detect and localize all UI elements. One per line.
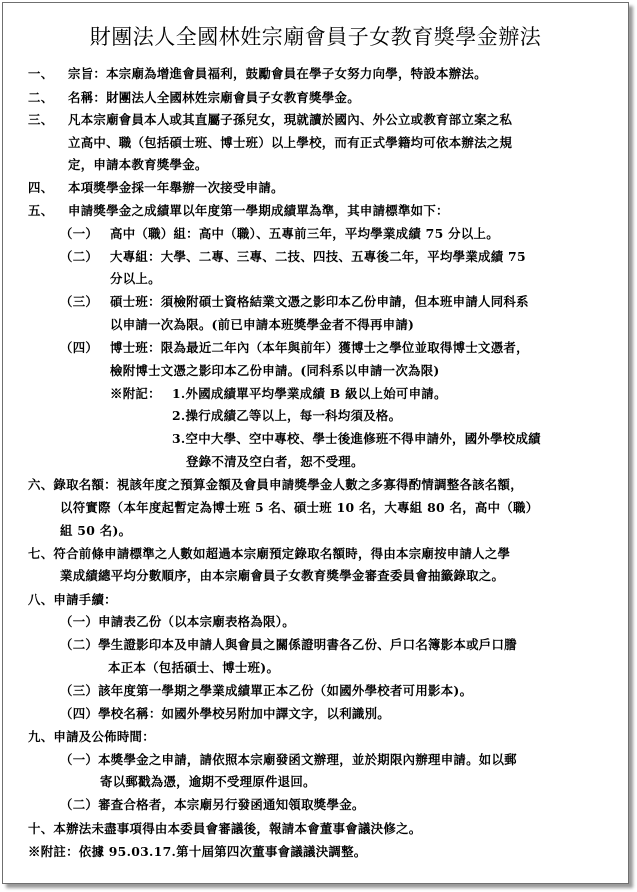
clause-text: ※附註：依據 95.03.17.第十屆第四次董事會議議決調整。 — [28, 844, 367, 859]
clause-text: （一）本獎學金之申請，請依照本宗廟發函文辦理，並於期限內辦理申請。如以郵 — [60, 752, 517, 767]
clause-text: 本項獎學金採一年舉辦一次接受申請。 — [68, 180, 284, 195]
clause-number: （四） — [60, 340, 99, 355]
clause-text: 分以上。 — [110, 271, 161, 286]
clause-number: 二、 — [28, 90, 54, 105]
clause-text: 高中（職）組：高中（職）、五專前三年，平均學業成績 75 分以上。 — [110, 226, 499, 241]
clause-number: 五、 — [28, 203, 54, 218]
clause-text: （四）學校名稱：如國外學校另附加中譯文字，以利識別。 — [60, 706, 390, 721]
clause-text: （二）審查合格者，本宗廟另行發函通知領取獎學金。 — [60, 797, 365, 812]
clause-text: 八、申請手續： — [28, 592, 117, 607]
clause-text: 2.操行成績乙等以上，每一科均須及格。 — [172, 408, 402, 423]
clause-text: 1.外國成績單平均學業成績 B 級以上始可申請。 — [172, 386, 447, 401]
clause-text: （三）該年度第一學期之學業成績單正本乙份（如國外學校者可用影本)。 — [60, 683, 473, 698]
clause-number: （三） — [60, 294, 99, 309]
clause-text: 名稱：財團法人全國林姓宗廟會員子女教育獎學金。 — [68, 90, 360, 105]
clause-text: （二）學生證影印本及申請人與會員之關係證明書各乙份、戶口名簿影本或戶口謄 — [60, 637, 517, 652]
clause-number: ※附記： — [110, 386, 161, 401]
clause-text: 以申請一次為限。(前已申請本班獎學金者不得再申請) — [110, 317, 415, 332]
clause-text: 3.空中大學、空中專校、學士後進修班不得申請外，國外學校成績 — [172, 431, 541, 446]
document-title: 財團法人全國林姓宗廟會員子女教育獎學金辦法 — [89, 25, 542, 49]
clause-text: 大專組：大學、二專、三專、二技、四技、五專後二年，平均學業成績 75 — [110, 249, 526, 264]
clause-text: 六、錄取名額：視該年度之預算金額及會員申請獎學金人數之多寡得酌情調整各該名額， — [28, 477, 523, 492]
clause-text: 博士班：限為最近二年內（本年與前年）獲博士之學位並取得博士文憑者， — [110, 340, 529, 355]
clause-text: 碩士班：須檢附碩士資格結業文憑之影印本乙份申請，但本班申請人同科系 — [110, 294, 529, 309]
clause-text: 十、本辦法未盡事項得由本委員會審議後，報請本會董事會議決修之。 — [28, 821, 422, 836]
clause-text: 登錄不清及空白者，恕不受理。 — [186, 454, 364, 469]
clause-number: 四、 — [28, 180, 54, 195]
clause-text: 定，申請本教育獎學金。 — [68, 157, 208, 172]
clause-text: 宗旨：本宗廟為增進會員福利，鼓勵會員在學子女努力向學，特設本辦法。 — [68, 66, 487, 81]
clause-number: 一、 — [28, 66, 54, 81]
clause-text: 寄以郵戳為憑，逾期不受理原件退回。 — [100, 774, 316, 789]
clause-number: （一） — [60, 226, 99, 241]
clause-text: 立高中、職（包括碩士班、博士班）以上學校，而有正式學籍均可依本辦法之規 — [68, 135, 513, 150]
clause-number: 三、 — [28, 112, 54, 127]
clause-text: （一）申請表乙份（以本宗廟表格為限）。 — [60, 614, 295, 629]
clause-text: 以符實際（本年度起暫定為博士班 5 名、碩士班 10 名，大專組 80 名，高中（職） — [60, 500, 539, 515]
clause-text: 檢附博士文憑之影印本乙份申請。(同科系以申請一次為限) — [110, 363, 440, 378]
clause-text: 業成績總平均分數順序，由本宗廟會員子女教育獎學金審查委員會抽籤錄取之。 — [60, 568, 505, 583]
clause-text: 申請獎學金之成績單以年度第一學期成績單為準，其申請標準如下： — [68, 203, 449, 218]
clause-text: 七、符合前條申請標準之人數如超過本宗廟預定錄取名額時，得由本宗廟按申請人之學 — [28, 546, 511, 561]
clause-number: （二） — [60, 249, 99, 264]
clause-text: 凡本宗廟會員本人或其直屬子孫兒女，現就讀於國內、外公立或教育部立案之私 — [68, 112, 513, 127]
clause-text: 九、申請及公佈時間： — [28, 729, 155, 744]
clause-text: 組 50 名)。 — [60, 523, 132, 538]
clause-text: 本正本（包括碩士、博士班)。 — [108, 660, 280, 675]
